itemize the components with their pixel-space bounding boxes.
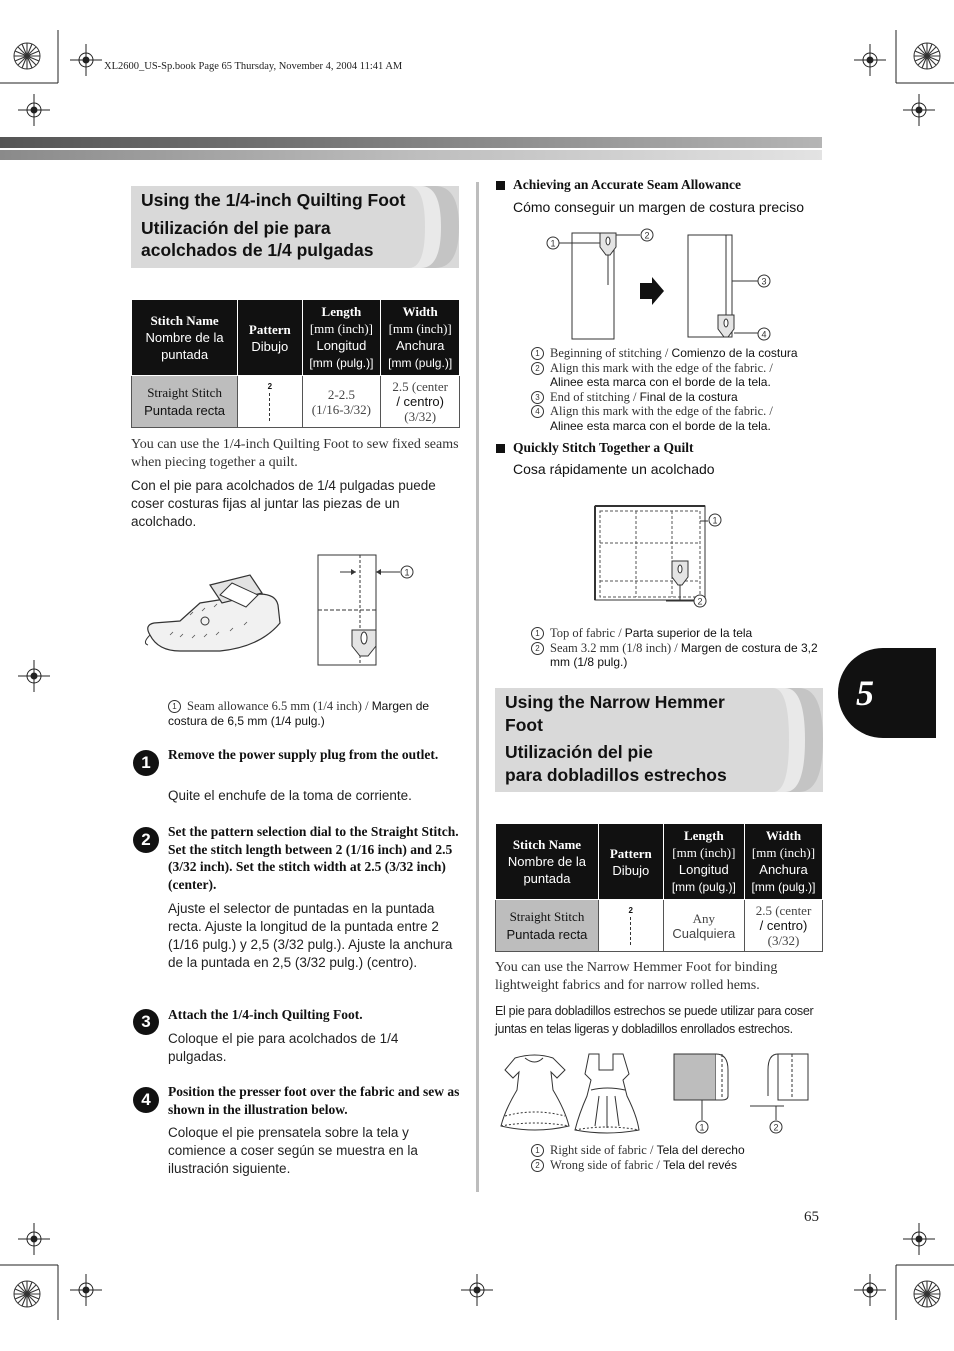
step-4-es: Coloque el pie prensatela sobre la tela y comience a coser según se muestra en la ilustración siguiente. (168, 1125, 418, 1176)
width-cell: 2.5 (center / centro) (3/32) (381, 376, 460, 428)
section-title-es-line2: acolchados de 1/4 pulgadas (141, 240, 374, 260)
pattern-cell: 2 (598, 900, 663, 952)
column-divider (476, 182, 479, 1192)
hem-caption-1: 1 Right side of fabric / Tela del derecho (531, 1143, 826, 1158)
pattern-cell: 2 (238, 376, 302, 428)
straight-stitch-icon (630, 917, 631, 945)
figure-caption-quilting: 1 Seam allowance 6.5 mm (1/4 inch) / Margen de costura de 6,5 mm (1/4 pulg.) (168, 699, 430, 728)
step-1-en: Remove the power supply plug from the outlet. (168, 747, 439, 762)
section-header-tab (759, 688, 823, 792)
marker-3: 3 (761, 276, 767, 287)
col-length: Length [mm (inch)] Longitud [mm (pulg.)] (302, 300, 381, 376)
seam-caption-2: 2 Align this mark with the edge of the fabric. / Alinee esta marca con el borde de la tela. (531, 361, 826, 390)
col-pattern: Pattern Dibujo (598, 824, 663, 900)
length-cell: Any Cualquiera (663, 900, 744, 952)
hemmer-intro-es: El pie para dobladillos estrechos se puede utilizar para coser juntas en telas ligeras y dobladillos enrollados estrechos. (495, 1004, 814, 1036)
stitch-name-cell: Straight Stitch Puntada recta (496, 900, 599, 952)
seam-heading-en: Achieving an Accurate Seam Allowance (513, 177, 741, 192)
step-3-en: Attach the 1/4-inch Quilting Foot. (168, 1007, 363, 1022)
table-row (132, 376, 460, 428)
marker-2: 2 (697, 596, 703, 607)
hemmer-title-es-line1: Utilización del pie (505, 742, 653, 762)
marker-1: 1 (699, 1122, 705, 1133)
step-number-3: 3 (133, 1009, 159, 1035)
col-stitch-name: Stitch Name Nombre de la puntada (132, 300, 238, 376)
col-length: Length [mm (inch)] Longitud [mm (pulg.)] (663, 824, 744, 900)
width-cell: 2.5 (center / centro) (3/32) (745, 900, 823, 952)
hem-illustration (668, 1050, 818, 1140)
marker-1: 1 (550, 238, 556, 249)
marker-1: 1 (404, 567, 410, 578)
step-2-en: Set the pattern selection dial to the Straight Stitch. Set the stitch length between 2 (1/16 inch) and 2.5 (3/32 inch). Set the stitch width at 2.5 (3/32 inch) (center). (168, 824, 459, 892)
quilting-foot-illustration (140, 565, 290, 660)
stitch-table-hemmer (495, 823, 823, 952)
intro-en: You can use the 1/4-inch Quilting Foot to sew fixed seams when piecing together a quilt. (131, 437, 459, 470)
stitch-table-quilting (131, 299, 460, 428)
chapter-number: 5 (856, 673, 874, 713)
marker-2: 2 (644, 230, 650, 241)
bullet-square-quilt (496, 444, 505, 453)
quilt-caption-1: 1 Top of fabric / Parta superior de la tela (531, 626, 826, 641)
page-number: 65 (804, 1209, 819, 1225)
quilt-heading-en: Quickly Stitch Together a Quilt (513, 440, 694, 455)
intro-es: Con el pie para acolchados de 1/4 pulgadas puede coser costuras fijas al juntar las piezas de un acolchado. (131, 478, 436, 529)
file-header: XL2600_US-Sp.book Page 65 Thursday, November 4, 2004 11:41 AM (104, 61, 403, 72)
quilt-illustration (590, 503, 730, 613)
marker-1: 1 (712, 515, 718, 526)
step-number-2: 2 (133, 827, 159, 853)
marker-2: 2 (773, 1122, 779, 1133)
section-title-en: Using the 1/4-inch Quilting Foot (141, 190, 406, 210)
quilt-captions (531, 626, 826, 670)
length-cell: 2-2.5 (1/16-3/32) (302, 376, 381, 428)
arrow-right-icon (640, 277, 664, 305)
table-row (496, 900, 823, 952)
straight-stitch-icon (269, 393, 270, 421)
hemmer-title-en-line1: Using the Narrow Hemmer (505, 692, 725, 712)
hemmer-title-es-line2: para dobladillos estrechos (505, 765, 727, 785)
hem-caption-2: 2 Wrong side of fabric / Tela del revés (531, 1158, 826, 1173)
step-1-es: Quite el enchufe de la toma de corriente. (168, 788, 412, 803)
seam-caption-4: 4 Align this mark with the edge of the fabric. / Alinee esta marca con el borde de la tela. (531, 404, 826, 433)
header-bar-light (0, 150, 822, 160)
seam-caption-3: 3 End of stitching / Final de la costura (531, 390, 826, 405)
step-3-es: Coloque el pie para acolchados de 1/4 pulgadas. (168, 1031, 399, 1064)
hemmer-title-en-line2: Foot (505, 715, 543, 735)
col-width: Width [mm (inch)] Anchura [mm (pulg.)] (381, 300, 460, 376)
step-4-en: Position the presser foot over the fabric and sew as shown in the illustration below. (168, 1084, 460, 1117)
bullet-square-seam (496, 181, 505, 190)
chapter-tab (838, 648, 936, 738)
hem-captions (531, 1143, 826, 1172)
seam-heading-es: Cómo conseguir un margen de costura preciso (513, 199, 805, 215)
col-stitch-name: Stitch Name Nombre de la puntada (496, 824, 599, 900)
stitch-name-cell: Straight Stitch Puntada recta (132, 376, 238, 428)
marker-4: 4 (761, 329, 767, 340)
quilt-heading-es: Cosa rápidamente un acolchado (513, 461, 715, 477)
seam-caption-1: 1 Beginning of stitching / Comienzo de la costura (531, 346, 826, 361)
step-2-es: Ajuste el selector de puntadas en la puntada recta. Ajuste la longitud de la puntada entre 2 (1/16 pulg.) y 2,5 (3/32 pulg.). Ajuste la anchura de la puntada en 2,5 (3/32 pulg.) (centro). (168, 901, 453, 970)
section-title-es-line1: Utilización del pie para (141, 218, 331, 238)
header-bar-dark (0, 137, 822, 148)
step-number-4: 4 (133, 1087, 159, 1113)
quilt-caption-2: 2 Seam 3.2 mm (1/8 inch) / Margen de costura de 3,2 mm (1/8 pulg.) (531, 641, 826, 670)
hemmer-intro-en: You can use the Narrow Hemmer Foot for binding lightweight fabrics and for narrow rolled hems. (495, 960, 778, 993)
col-width: Width [mm (inch)] Anchura [mm (pulg.)] (745, 824, 823, 900)
col-pattern: Pattern Dibujo (238, 300, 302, 376)
garment-illustrations (495, 1050, 655, 1135)
step-number-1: 1 (133, 750, 159, 776)
seam-allowance-illustration (300, 550, 420, 670)
seam-captions (531, 346, 826, 433)
seam-guide-illustration (540, 225, 790, 345)
